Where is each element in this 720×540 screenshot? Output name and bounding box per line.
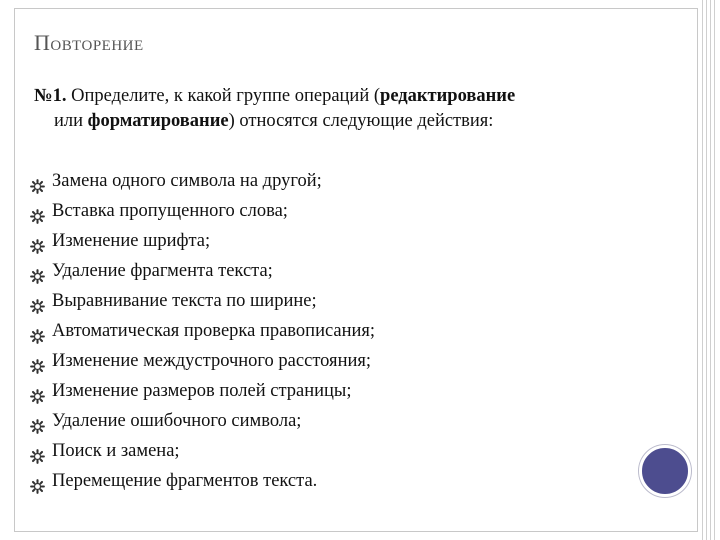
list-item: [30, 406, 670, 436]
list-item-text: Выравнивание текста по ширине;: [52, 291, 317, 311]
gear-bullet-icon: [30, 294, 45, 309]
gear-bullet-icon: [30, 264, 45, 279]
option-formatting: форматирование: [87, 111, 229, 131]
task-text-before: Определите, к какой группе операций (: [66, 86, 381, 106]
task-text: [34, 84, 694, 134]
list-item-text: Изменение шрифта;: [52, 231, 211, 251]
list-item: [30, 286, 670, 316]
list-item: [30, 226, 670, 256]
gear-bullet-icon: [30, 384, 45, 399]
list-item-text: Удаление ошибочного символа;: [52, 411, 302, 431]
list-item-text: Поиск и замена;: [52, 441, 180, 461]
gear-bullet-icon: [30, 234, 45, 249]
actions-list: [30, 166, 670, 496]
gear-bullet-icon: [30, 414, 45, 429]
list-item: [30, 346, 670, 376]
list-item-text: Автоматическая проверка правописания;: [52, 321, 376, 341]
decorative-rail: [698, 0, 720, 540]
gear-bullet-icon: [30, 444, 45, 459]
gear-bullet-icon: [30, 204, 45, 219]
list-item-text: Замена одного символа на другой;: [52, 171, 322, 191]
list-item: [30, 376, 670, 406]
list-item-text: Изменение размеров полей страницы;: [52, 381, 352, 401]
option-editing: редактирование: [380, 86, 516, 106]
list-item: [30, 256, 670, 286]
list-item: [30, 166, 670, 196]
list-item-text: Изменение междустрочного расстояния;: [52, 351, 372, 371]
gear-bullet-icon: [30, 324, 45, 339]
list-item: [30, 466, 670, 496]
slide-title: Повторение: [34, 30, 144, 55]
list-item-text: Перемещение фрагментов текста.: [52, 471, 318, 491]
task-text-middle: или: [54, 111, 88, 131]
task-text-after: ) относятся следующие действия:: [228, 111, 494, 131]
task-line-2: [34, 109, 694, 134]
gear-bullet-icon: [30, 354, 45, 369]
gear-bullet-icon: [30, 174, 45, 189]
gear-bullet-icon: [30, 474, 45, 489]
list-item: [30, 316, 670, 346]
list-item: [30, 436, 670, 466]
list-item-text: Вставка пропущенного слова;: [52, 201, 288, 221]
list-item: [30, 196, 670, 226]
circle-icon: [639, 445, 691, 497]
task-number: №1.: [34, 86, 67, 106]
list-item-text: Удаление фрагмента текста;: [52, 261, 273, 281]
